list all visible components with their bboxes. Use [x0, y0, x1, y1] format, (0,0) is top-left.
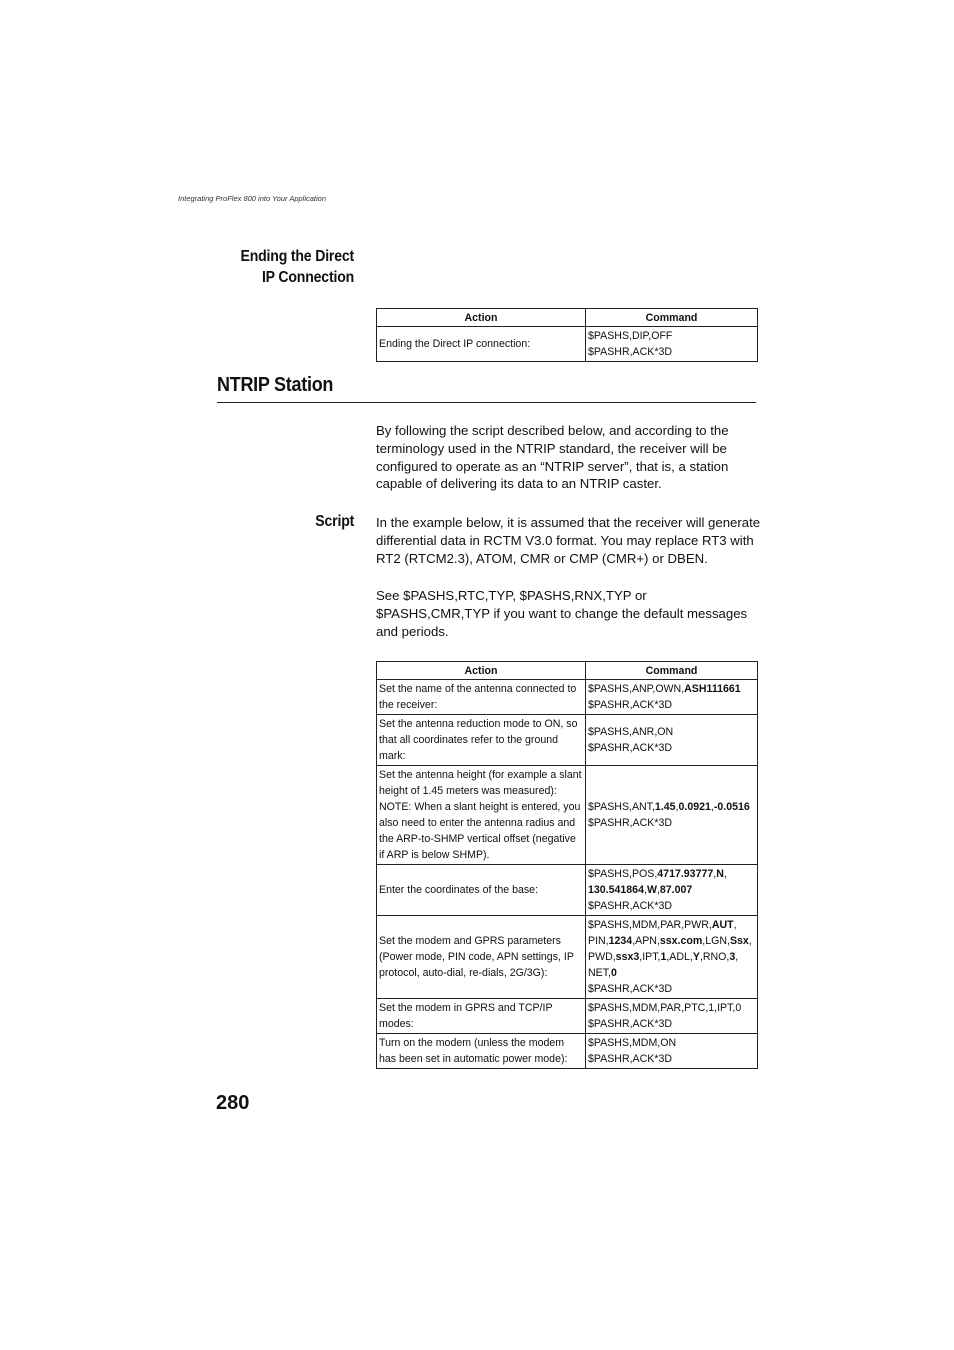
title-rule — [217, 402, 756, 403]
command-line — [588, 799, 755, 815]
command-text: , — [735, 951, 739, 963]
command-text: PWD, — [588, 951, 616, 963]
command-line — [588, 866, 755, 882]
command-text: $PASHS,ANP,OWN, — [588, 683, 685, 695]
action-cell: Enter the coordinates of the base: — [377, 865, 586, 916]
command-line — [588, 1000, 755, 1016]
column-header-command: Command — [586, 662, 758, 680]
command-text: $PASHS,ANR,ON — [588, 726, 674, 738]
command-value: Y — [692, 951, 700, 963]
command-line — [588, 898, 755, 914]
action-cell: Set the antenna reduction mode to ON, so that all coordinates refer to the ground mark: — [377, 715, 586, 766]
command-value: 87.007 — [659, 884, 693, 896]
command-text: $PASHS,MDM,PAR,PWR, — [588, 919, 712, 931]
command-text: $PASHR,ACK*3D — [588, 742, 672, 754]
table-row — [377, 680, 758, 715]
command-text: ,RNO, — [699, 951, 730, 963]
command-line — [588, 917, 755, 933]
table-header-row — [377, 662, 758, 680]
command-text: PIN, — [588, 935, 609, 947]
ntrip-script-table — [376, 661, 758, 1069]
command-value: 1234 — [608, 935, 633, 947]
command-text: , — [723, 868, 727, 880]
script-paragraph-2: See $PASHS,RTC,TYP, $PASHS,RNX,TYP or $PASHS,CMR,TYP if you want to change the default messages and periods. — [376, 588, 748, 639]
command-value: 4717.93777 — [657, 868, 714, 880]
command-value: W — [646, 884, 657, 896]
section-heading-line: IP Connection — [261, 269, 354, 286]
command-cell — [586, 715, 758, 766]
command-line — [588, 1016, 755, 1032]
command-value: 0 — [610, 967, 617, 979]
command-text: $PASHR,ACK*3D — [588, 1018, 672, 1030]
command-text: , — [713, 868, 717, 880]
page-number: 280 — [216, 1092, 250, 1114]
command-value: 0.0921 — [678, 801, 711, 813]
ntrip-table-body — [377, 680, 758, 1069]
command-value: 130.541864 — [588, 884, 644, 896]
command-line: $PASHR,ACK*3D — [588, 346, 672, 358]
column-header-action: Action — [377, 309, 586, 327]
command-value: 1.45 — [654, 801, 676, 813]
command-line — [588, 981, 755, 997]
command-line — [588, 1035, 755, 1051]
command-text: $PASHR,ACK*3D — [588, 817, 672, 829]
command-line — [588, 815, 755, 831]
command-text: ,ADL, — [666, 951, 693, 963]
command-value: 3 — [729, 951, 736, 963]
command-text: NET, — [588, 967, 611, 979]
command-cell — [586, 865, 758, 916]
script-heading: Script — [315, 513, 354, 530]
table-row — [377, 327, 758, 362]
command-cell — [586, 766, 758, 865]
command-line — [588, 933, 755, 949]
command-text: $PASHR,ACK*3D — [588, 900, 672, 912]
command-line — [588, 697, 755, 713]
command-text: , — [675, 801, 679, 813]
command-line — [588, 949, 755, 965]
command-text: $PASHR,ACK*3D — [588, 699, 672, 711]
ntrip-station-title: NTRIP Station — [217, 374, 334, 396]
action-cell: Turn on the modem (unless the modem has been set in automatic power mode): — [377, 1034, 586, 1069]
command-text: $PASHR,ACK*3D — [588, 1053, 672, 1065]
command-text: ,LGN, — [702, 935, 730, 947]
command-value: -0.0516 — [713, 801, 750, 813]
command-cell — [586, 916, 758, 999]
table-row — [377, 715, 758, 766]
command-line — [588, 882, 755, 898]
table-row — [377, 916, 758, 999]
command-value: ssx3 — [615, 951, 640, 963]
command-text: , — [656, 884, 660, 896]
command-cell — [586, 1034, 758, 1069]
table-row — [377, 766, 758, 865]
command-value: 1 — [660, 951, 667, 963]
command-text: , — [748, 935, 752, 947]
action-cell: Set the modem and GPRS parameters (Power mode, PIN code, APN settings, IP protocol, auto-dial, re-dials, 2G/3G): — [377, 916, 586, 999]
command-cell — [586, 680, 758, 715]
action-cell: Set the modem in GPRS and TCP/IP modes: — [377, 999, 586, 1034]
command-line — [588, 740, 755, 756]
command-line: $PASHS,DIP,OFF — [588, 330, 673, 342]
command-text: , — [710, 801, 714, 813]
table-row — [377, 1034, 758, 1069]
action-cell: Set the antenna height (for example a slant height of 1.45 meters was measured): NOTE: When a slant height is entered, you also need to enter the antenna radius and the ARP-to-SHMP vertical offset (negative if ARP is below SHMP). — [377, 766, 586, 865]
command-value: AUT — [711, 919, 734, 931]
command-line — [588, 724, 755, 740]
command-text: $PASHS,MDM,PAR,PTC,1,IPT,0 — [588, 1002, 742, 1014]
command-text: , — [643, 884, 647, 896]
section-heading-line: Ending the Direct — [240, 248, 354, 265]
command-text: $PASHR,ACK*3D — [588, 983, 672, 995]
command-value: N — [716, 868, 724, 880]
script-paragraph-1: In the example below, it is assumed that the receiver will generate differential data in RCTM V3.0 format. You may replace RT3 with RT2 (RTCM2.3), ATOM, CMR or CMP (CMR+) or DBEN. — [376, 515, 761, 566]
command-text: $PASHS,ANT, — [588, 801, 655, 813]
action-cell: Ending the Direct IP connection: — [377, 327, 586, 362]
ending-direct-ip-table — [376, 308, 758, 362]
command-text: ,APN, — [632, 935, 660, 947]
command-value: ssx.com — [659, 935, 703, 947]
command-cell — [586, 999, 758, 1034]
column-header-command: Command — [586, 309, 758, 327]
command-line — [588, 681, 755, 697]
command-line — [588, 965, 755, 981]
ntrip-intro-paragraph: By following the script described below, and according to the terminology used in the NTRIP standard, the receiver will be configured to operate as an “NTRIP server”, that is, a station capable of delivering its data to an NTRIP caster. — [376, 423, 729, 492]
column-header-action: Action — [377, 662, 586, 680]
command-value: ASH111661 — [684, 683, 741, 695]
action-cell: Set the name of the antenna connected to the receiver: — [377, 680, 586, 715]
command-text: , — [733, 919, 737, 931]
table-row — [377, 865, 758, 916]
command-value: Ssx — [729, 935, 749, 947]
command-text: $PASHS,MDM,ON — [588, 1037, 677, 1049]
running-head: Integrating ProFlex 800 into Your Application — [178, 194, 327, 203]
table-row — [377, 999, 758, 1034]
command-text: $PASHS,POS, — [588, 868, 658, 880]
command-cell — [586, 327, 758, 362]
command-line — [588, 1051, 755, 1067]
command-text: ,IPT, — [639, 951, 661, 963]
section-heading-ending-direct-ip — [240, 246, 354, 288]
table-header-row — [377, 309, 758, 327]
